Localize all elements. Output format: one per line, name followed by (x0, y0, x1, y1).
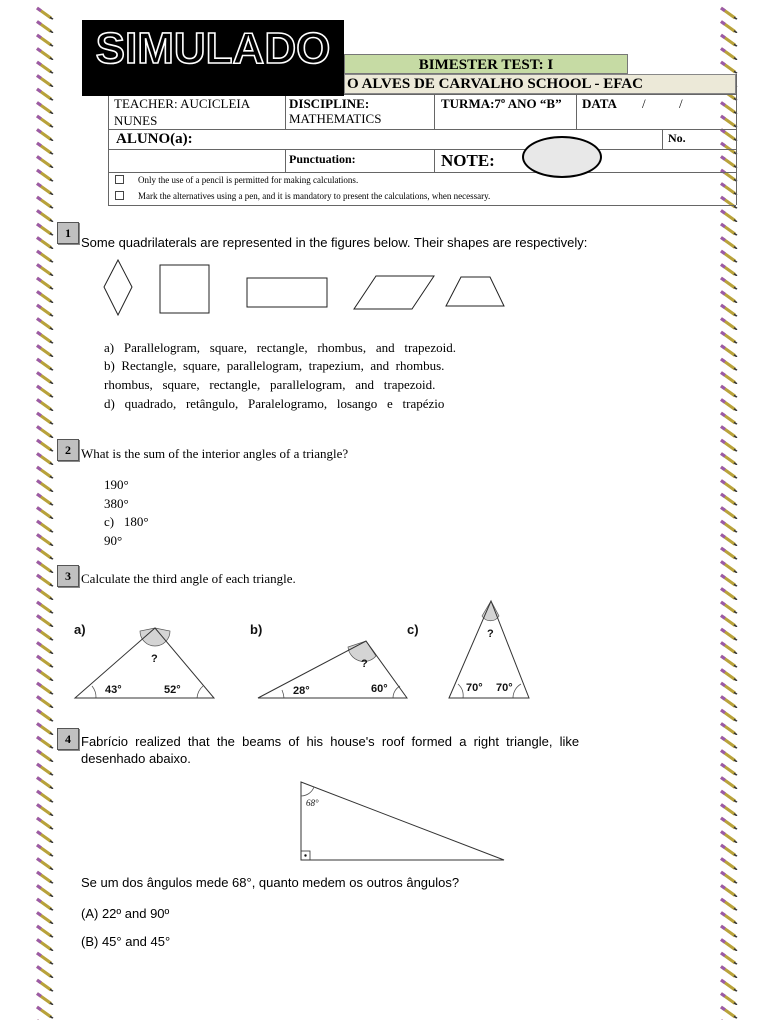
date-separator: / (679, 96, 683, 111)
teacher-label: TEACHER: AUCICLEIA (114, 96, 251, 111)
triangle-a-angle-arc (197, 686, 203, 698)
question-number-3: 3 (57, 565, 79, 587)
triangle-b-unknown: ? (361, 658, 368, 670)
data-label: DATA (582, 96, 617, 111)
triangles-figure (70, 596, 540, 706)
triangle-a-angle-arc (92, 686, 96, 698)
q2-option-2: 380° (104, 496, 129, 511)
pencil-border-left (34, 6, 56, 1020)
checkbox-icon (115, 191, 124, 200)
q1-option-c: rhombus, square, rectangle, parallelogram, and trapezoid. (104, 377, 436, 392)
discipline-value: MATHEMATICS (289, 111, 382, 126)
question-3-text: Calculate the third angle of each triangle. (81, 571, 296, 586)
question-1-text: Some quadrilaterals are represented in the figures below. Their shapes are respectively: (81, 235, 588, 250)
rhombus-shape (104, 260, 132, 315)
trapezoid-shape (446, 277, 504, 306)
parallelogram-shape (354, 276, 434, 309)
q2-option-3: c) 180° (104, 514, 149, 529)
q2-option-1: 190° (104, 477, 129, 492)
triangle-b-angle-arc (282, 690, 284, 698)
triangle-c-angle-2: 70° (496, 682, 513, 694)
stamp-label: SIMULADO (95, 24, 331, 73)
right-triangle (301, 782, 504, 860)
aluno-label: ALUNO(a): (116, 131, 193, 147)
q4-option-a: (A) 22º and 90º (81, 906, 170, 921)
triangle-a-label: a) (74, 622, 86, 637)
triangle-a-unknown: ? (151, 653, 158, 665)
square-shape (160, 265, 209, 313)
right-triangle-figure (295, 778, 510, 864)
checkbox-icon (115, 175, 124, 184)
teacher-name: NUNES (114, 113, 158, 128)
q1-option-a: a) Parallelogram, square, rectangle, rhombus, and trapezoid. (104, 340, 456, 355)
number-label: No. (668, 131, 686, 145)
question-4-text-line1: Fabrício realized that the beams of his house's roof formed a right triangle, like (81, 734, 580, 749)
grade-oval (522, 136, 602, 178)
q2-option-4: 90° (104, 533, 123, 548)
school-name: O ALVES DE CARVALHO SCHOOL - EFAC (344, 74, 736, 94)
instruction-2: Mark the alternatives using a pen, and it is mandatory to present the calculations, when necessary. (138, 191, 491, 201)
rectangle-shape (247, 278, 327, 307)
q1-option-d: d) quadrado, retângulo, Paralelogramo, losango e trapézio (104, 396, 445, 411)
triangle-c-angle-1: 70° (466, 682, 483, 694)
triangle-a-angle-2: 52° (164, 684, 181, 696)
triangle-c-unknown: ? (487, 628, 494, 640)
triangle-b-angle-1: 28° (293, 685, 310, 697)
triangle-b-angle-2: 60° (371, 683, 388, 695)
bimester-title: BIMESTER TEST: I (344, 54, 628, 74)
discipline-label: DISCIPLINE: (289, 96, 370, 111)
question-2-text: What is the sum of the interior angles of a triangle? (81, 446, 349, 461)
right-triangle-angle-label: 68° (306, 798, 319, 808)
triangle-c-angle-arc (482, 601, 499, 621)
question-4-question: Se um dos ângulos mede 68°, quanto medem os outros ângulos? (81, 875, 460, 890)
triangle-c-angle-arc (513, 684, 521, 698)
simulado-stamp (82, 20, 344, 96)
triangle-c-label: c) (407, 622, 419, 637)
q1-option-b: b) Rectangle, square, parallelogram, trapezium, and rhombus. (104, 358, 445, 373)
date-separator: / (642, 96, 646, 111)
question-number-2: 2 (57, 439, 79, 461)
question-number-4: 4 (57, 728, 79, 750)
triangle-b-label: b) (250, 622, 263, 637)
instruction-1: Only the use of a pencil is permitted for making calculations. (138, 175, 359, 185)
triangle-c-angle-arc (458, 684, 463, 698)
turma-label: TURMA:7º ANO “B” (441, 96, 562, 111)
right-triangle-angle-arc (301, 787, 314, 796)
punctuation-label: Punctuation: (289, 152, 356, 166)
quadrilaterals-figure (96, 255, 516, 320)
question-4-text-line2: desenhado abaixo. (81, 751, 191, 766)
right-angle-dot (304, 854, 306, 856)
question-number-1: 1 (57, 222, 79, 244)
note-label: NOTE: (441, 151, 495, 170)
triangle-a-angle-1: 43° (105, 684, 122, 696)
triangle-b-angle-arc (393, 686, 400, 698)
q4-option-b: (B) 45° and 45° (81, 934, 171, 949)
